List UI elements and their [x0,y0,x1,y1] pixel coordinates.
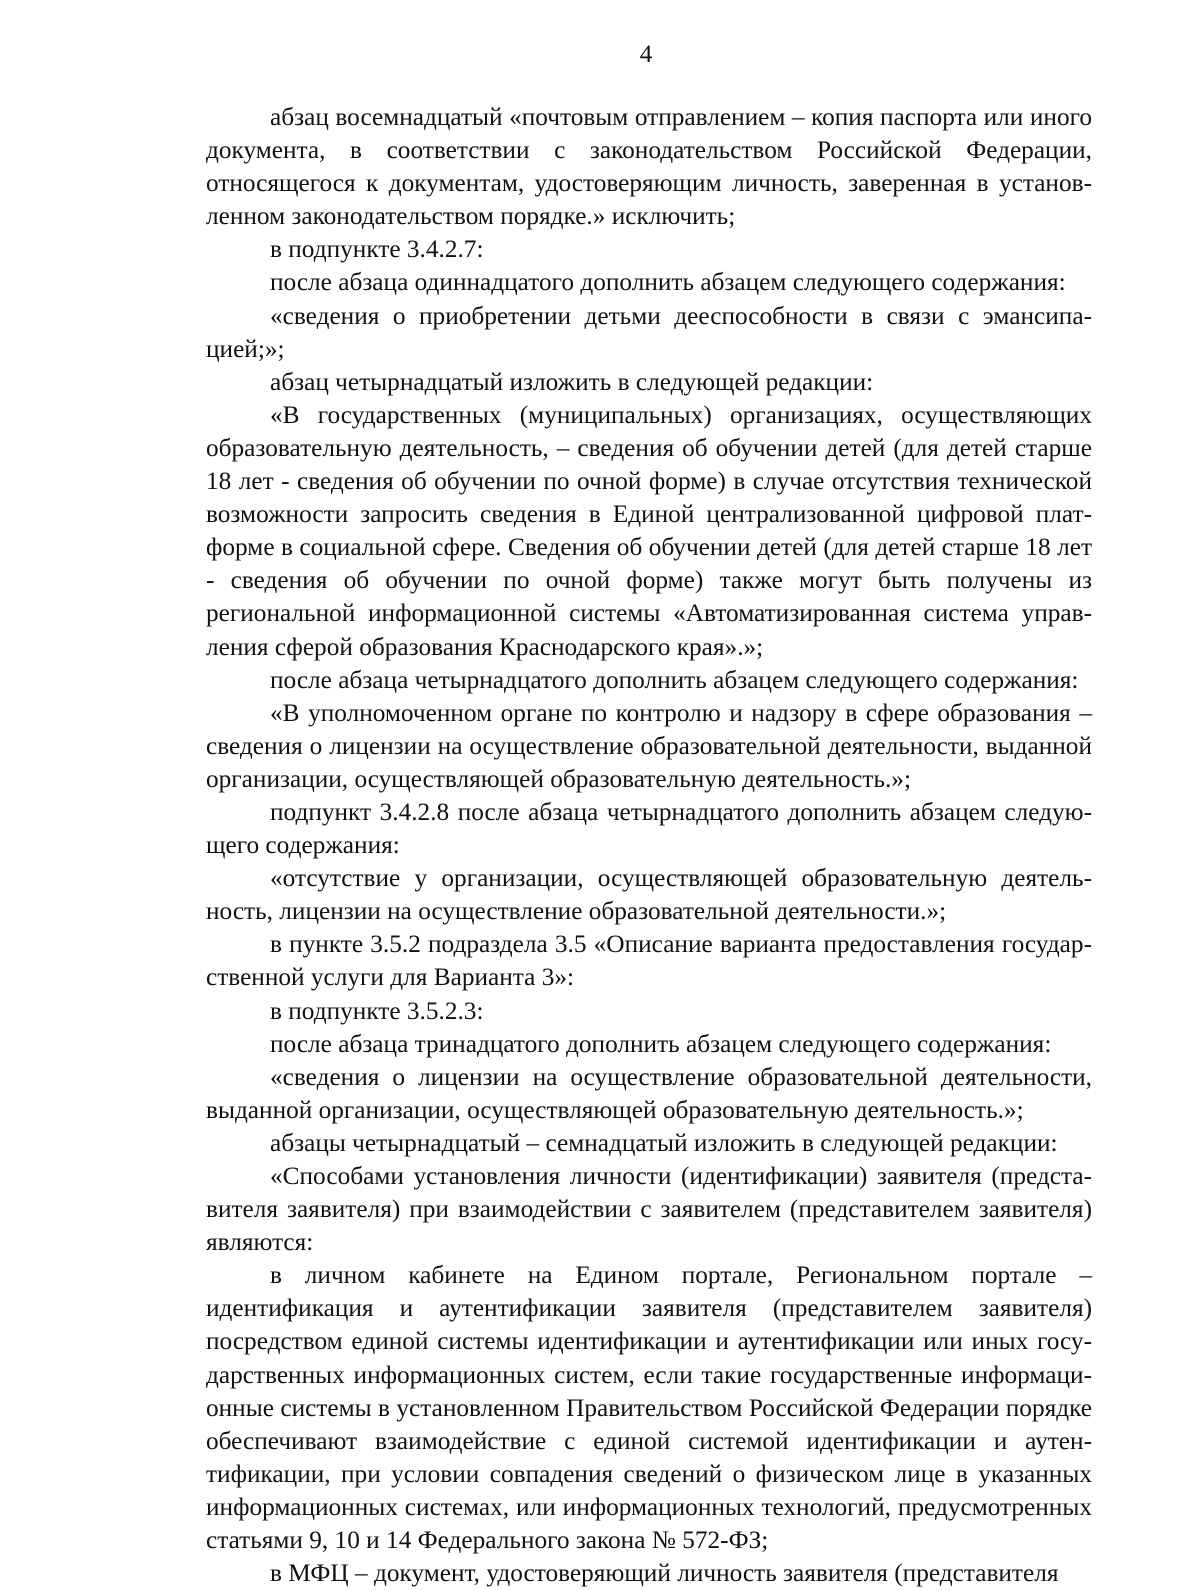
page-number: 4 [639,41,653,68]
body-text [206,101,1092,1590]
paragraph: в пункте 3.5.2 подраздела 3.5 «Описание варианта предоставления государственной услуги для Варианта 3»: [206,930,1092,992]
paragraph: «В уполномоченном органе по контролю и надзору в сфере образования – сведения о лицензии на осуществление образовательной деятельности, выданной организации, осуществляющей образовательную деятельность.»; [206,698,1092,793]
paragraph: абзац четырнадцатый изложить в следующей редакции: [270,367,874,396]
paragraph: после абзаца одиннадцатого дополнить абзацем следующего содержания: [270,268,1066,297]
paragraph: абзац восемнадцатый «почтовым отправлением – копия паспорта или иного документа, в соответствии с законодательством Российской Федерации, относящегося к документам, удостоверяющим личность, заверенная в установленном законодательством порядке.» исключить; [206,103,1092,231]
paragraph: «отсутствие у организации, осуществляющей образовательную деятельность, лицензии на осуществление образовательной деятельности.»; [206,864,1092,926]
paragraph: в личном кабинете на Едином портале, Региональном портале – идентификация и аутентификации заявителя (представителем заявителя) посредством единой системы идентификации и аутентификации или иных государственных информационных систем, если такие государственные информационные системы в установленном Правительством Российской Федерации порядке обеспечивают взаимодействие с единой системой идентификации и аутентификации, при условии совпадения сведений о физическом лице в указанных информационных системах, или информационных технологий, предусмотренных статьями 9, 10 и 14 Федерального закона № 572-ФЗ; [206,1261,1092,1555]
paragraph: в подпункте 3.5.2.3: [270,996,484,1025]
paragraph: «В государственных (муниципальных) организациях, осуществляющих образовательную деятельность, – сведения об обучении детей (для детей старше 18 лет - сведения об обучении по очной форме) в случае отсутствия технической возможности запросить сведения в Единой централизованной цифровой платформе в социальной сфере. Сведения об обучении детей (для детей старше 18 лет - сведения об обучении по очной форме) также могут быть получены из региональной информационной системы «Автоматизированная система управления сферой образования Краснодарского края».»; [206,400,1092,661]
paragraph: в подпункте 3.4.2.7: [270,235,484,264]
paragraph: «Способами установления личности (идентификации) заявителя (представителя заявителя) при взаимодействии с заявителем (представителем заявителя) являются: [206,1162,1092,1257]
paragraph: «сведения о приобретении детьми дееспособности в связи с эмансипацией;»; [206,301,1092,363]
paragraph: «сведения о лицензии на осуществление образовательной деятельности, выданной организации, осуществляющей образовательную деятельность.»; [206,1062,1092,1124]
paragraph: после абзаца тринадцатого дополнить абзацем следующего содержания: [270,1029,1052,1058]
paragraph: в МФЦ – документ, удостоверяющий личность заявителя (представителя [270,1559,1059,1588]
paragraph: абзацы четырнадцатый – семнадцатый изложить в следующей редакции: [270,1128,1058,1157]
paragraph: после абзаца четырнадцатого дополнить абзацем следующего содержания: [270,665,1079,694]
paragraph: подпункт 3.4.2.8 после абзаца четырнадцатого дополнить абзацем следующего содержания: [206,797,1092,860]
